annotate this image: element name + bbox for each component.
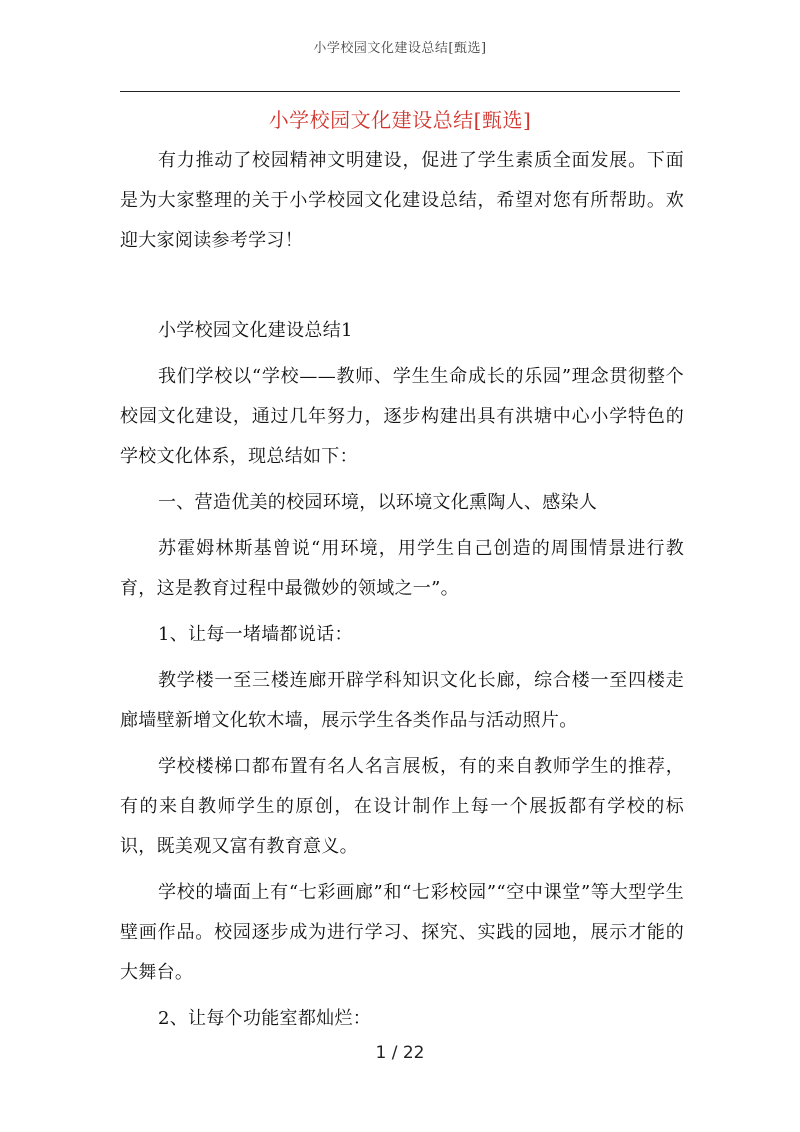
document-title: 小学校园文化建设总结[甄选] bbox=[268, 108, 532, 132]
list-heading: 1、让每一堵墙都说话： bbox=[158, 624, 353, 645]
intro-paragraph: 有力推动了校园精神文明建设，促进了学生素质全面发展。下面是为大家整理的关于小学校园文化建设总结，希望对您有所帮助。欢迎大家阅读参考学习！ bbox=[120, 150, 684, 251]
page-number: 1 / 22 bbox=[375, 1043, 425, 1063]
subsection-heading: 一、营造优美的校园环境，以环境文化熏陶人、感染人 bbox=[158, 492, 598, 513]
body-paragraph: 学校楼梯口都布置有名人名言展板，有的来自教师学生的推荐，有的来自教师学生的原创，在设计制作上每一个展扳都有学校的标识，既美观又富有教育意义。 bbox=[120, 756, 684, 857]
body-paragraph: 教学楼一至三楼连廊开辟学科知识文化长廊，综合楼一至四楼走廊墙壁新增文化软木墙，展示学生各类作品与活动照片。 bbox=[120, 670, 684, 731]
body-paragraph: 学校的墙面上有“七彩画廊”和“七彩校园”“空中课堂”等大型学生壁画作品。校园逐步成为进行学习、探究、实践的园地，展示才能的大舞台。 bbox=[120, 882, 684, 983]
section-heading: 小学校园文化建设总结1 bbox=[158, 320, 353, 341]
body-paragraph: 我们学校以“学校——教师、学生生命成长的乐园”理念贯彻整个校园文化建设，通过几年努力，逐步构建出具有洪塘中心小学特色的学校文化体系，现总结如下： bbox=[120, 366, 684, 467]
body-paragraph: 苏霍姆林斯基曾说“用环境，用学生自己创造的周围情景进行教育，这是教育过程中最微妙的领域之一”。 bbox=[120, 538, 684, 599]
header-divider bbox=[120, 91, 680, 92]
list-heading: 2、让每个功能室都灿烂： bbox=[158, 1008, 372, 1029]
document-body bbox=[120, 141, 684, 1045]
running-header-title: 小学校园文化建设总结[甄选] bbox=[313, 41, 487, 56]
